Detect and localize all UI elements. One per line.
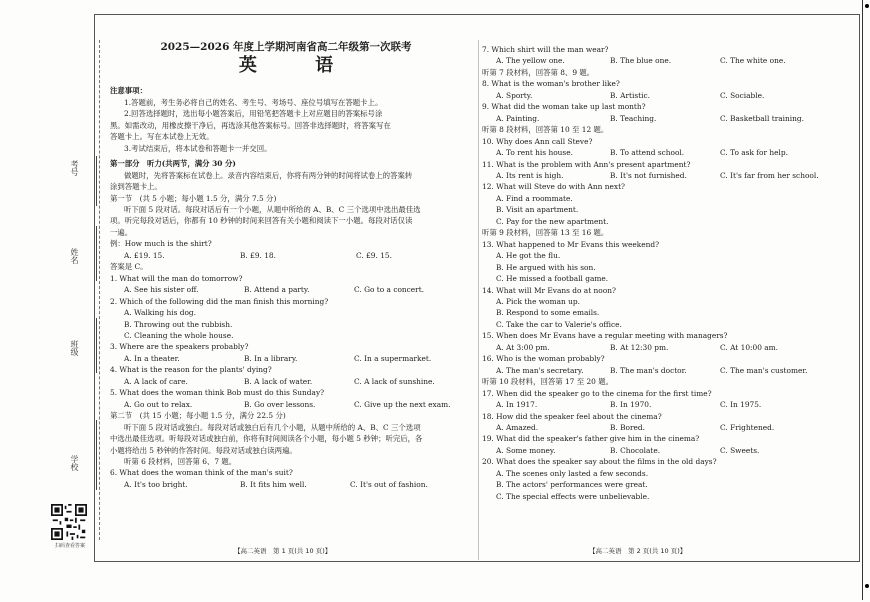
- option[interactable]: B. Throwing out the rubbish.: [124, 319, 233, 329]
- side-label-school: 学校: [70, 455, 79, 471]
- option[interactable]: A. Pick the woman up.: [496, 296, 580, 306]
- example-question: 例：How much is the shirt?: [110, 239, 212, 249]
- notes-line: 3.考试结束后，将本试卷和答题卡一并交回。: [124, 143, 272, 153]
- option[interactable]: C. At 10:00 am.: [720, 342, 779, 352]
- option[interactable]: C. The special effects were unbelievable.: [496, 491, 650, 501]
- option[interactable]: B. To attend school.: [610, 148, 685, 158]
- part1-heading: 第一部分 听力(共两节，满分 30 分): [110, 159, 236, 169]
- section2-intro: 听第 6 段材料，回答第 6、7 题。: [124, 456, 237, 466]
- option[interactable]: A. Walking his dog.: [124, 308, 196, 318]
- option[interactable]: A. A lack of care.: [124, 376, 188, 386]
- example-option: C. £9. 15.: [356, 250, 392, 260]
- option[interactable]: A. To rent his house.: [496, 148, 573, 158]
- section1-intro: 听下面 5 段对话。每段对话后有一个小题，从题中所给的 A、B、C 三个选项中选出最佳选: [124, 204, 421, 214]
- example-answer: 答案是 C。: [110, 262, 148, 272]
- left-column: [110, 42, 462, 490]
- question: 5. What does the woman think Bob must do this Sunday?: [110, 388, 325, 398]
- option[interactable]: A. See his sister off.: [124, 285, 199, 295]
- question: 7. Which shirt will the man wear?: [482, 45, 609, 54]
- option[interactable]: C. Cleaning the whole house.: [124, 330, 234, 340]
- option[interactable]: C. Sociable.: [720, 90, 765, 100]
- question-options: [482, 445, 854, 456]
- question: 12. What will Steve do with Ann next?: [482, 182, 625, 192]
- question: 13. What happened to Mr Evans this weekend?: [482, 239, 660, 249]
- section1-intro: 一遍。: [110, 227, 133, 237]
- option[interactable]: C. It's out of fashion.: [350, 479, 428, 489]
- option[interactable]: A. At 3:00 pm.: [496, 342, 550, 352]
- notes-line: 2.回答选择题时，选出每小题答案后，用铅笔把答题卡上对应题目的答案标号涂: [124, 109, 383, 119]
- option[interactable]: B. Respond to some emails.: [496, 308, 600, 318]
- option[interactable]: B. Artistic.: [610, 90, 650, 100]
- option[interactable]: B. Attend a party.: [244, 285, 310, 295]
- option[interactable]: C. A lack of sunshine.: [354, 376, 435, 386]
- option[interactable]: C. Basketball training.: [720, 113, 804, 123]
- notes-line: 答题卡上。写在本试卷上无效。: [110, 132, 214, 142]
- example-option: A. £19. 15.: [124, 250, 165, 260]
- option[interactable]: A. Amazed.: [496, 422, 539, 432]
- option[interactable]: C. Sweets.: [720, 445, 760, 455]
- question: 2. Which of the following did the man finish this morning?: [110, 296, 329, 306]
- option[interactable]: B. In a library.: [244, 353, 298, 363]
- notes-line: 1.答题前，考生务必将自己的姓名、考生号、考场号、座位号填写在答题卡上。: [124, 97, 383, 107]
- option[interactable]: A. Some money.: [496, 445, 556, 455]
- option[interactable]: B. Teaching.: [610, 113, 657, 123]
- question-options: [482, 365, 854, 376]
- side-fill-line: [96, 318, 97, 373]
- option[interactable]: B. Bored.: [610, 422, 645, 432]
- listening-material-note: 听第 10 段材料，回答第 17 至 20 题。: [482, 377, 613, 387]
- side-fill-line: [96, 420, 97, 490]
- question-options: [110, 399, 462, 410]
- question: 10. Why does Ann call Steve?: [482, 136, 593, 146]
- option[interactable]: C. In a supermarket.: [354, 353, 432, 363]
- option[interactable]: A. The yellow one.: [496, 56, 565, 66]
- page-footer-right: 【高二英语 第 2 页(共 10 页)】: [589, 547, 687, 555]
- example-option: B. £9. 18.: [240, 250, 276, 260]
- option[interactable]: A. Go out to relax.: [124, 399, 193, 409]
- example-options: [110, 250, 462, 261]
- question-options: [482, 422, 854, 433]
- question-options: [482, 113, 854, 124]
- option[interactable]: A. Find a roommate.: [496, 193, 573, 203]
- question-options: [482, 55, 854, 66]
- exam-title: 2025—2026 年度上学期河南省高二年级第一次联考: [160, 41, 412, 53]
- option[interactable]: A. The man's secretary.: [496, 365, 584, 375]
- option[interactable]: B. The actors' performances were great.: [496, 480, 648, 490]
- question-options: [482, 90, 854, 101]
- question-options: [110, 284, 462, 295]
- option[interactable]: A. Painting.: [496, 113, 540, 123]
- question: 20. What does the speaker say about the films in the old days?: [482, 457, 717, 467]
- side-fill-line: [96, 226, 97, 281]
- question-options: [482, 170, 854, 181]
- option[interactable]: C. In 1975.: [720, 400, 762, 410]
- part1-intro: 涂到答题卡上。: [110, 182, 162, 192]
- option[interactable]: B. At 12:30 pm.: [610, 342, 669, 352]
- question: 14. What will Mr Evans do at noon?: [482, 285, 616, 295]
- center-fold-line: [478, 40, 479, 560]
- option[interactable]: B. Chocolate.: [610, 445, 661, 455]
- section1-heading: 第一节 (共 5 小题；每小题 1.5 分，满分 7.5 分): [110, 193, 277, 203]
- option[interactable]: A. Sporty.: [496, 90, 533, 100]
- question: 8. What is the woman's brother like?: [482, 79, 620, 89]
- option[interactable]: C. It's far from her school.: [720, 170, 819, 180]
- option[interactable]: C. Pay for the new apartment.: [496, 216, 609, 226]
- question: 11. What is the problem with Ann's present apartment?: [482, 159, 691, 169]
- edge-dot: [865, 4, 869, 8]
- option[interactable]: A. It's too bright.: [124, 479, 188, 489]
- qr-code[interactable]: [51, 504, 87, 540]
- option[interactable]: B. Go over lessons.: [244, 399, 316, 409]
- question: 18. How did the speaker feel about the cinema?: [482, 411, 662, 421]
- left-questions: [110, 273, 462, 410]
- option[interactable]: C. The white one.: [720, 56, 786, 66]
- question: 3. Where are the speakers probably?: [110, 342, 249, 352]
- option[interactable]: B. It fits him well.: [240, 479, 307, 489]
- question-options: [482, 399, 854, 410]
- subject-title: 英 语: [238, 55, 360, 77]
- section1-intro: 项。听完每段对话后，你都有 10 秒钟的时间来回答有关小题和阅读下一小题。每段对话仅读: [110, 216, 413, 226]
- option[interactable]: A. Its rent is high.: [496, 170, 564, 180]
- side-label-name: 姓名: [70, 248, 79, 264]
- question-options: [110, 376, 462, 387]
- question: 17. When did the speaker go to the cinema for the first time?: [482, 388, 712, 398]
- question: 19. What did the speaker's father give him in the cinema?: [482, 434, 700, 444]
- option[interactable]: B. It's not furnished.: [610, 170, 687, 180]
- side-label-exam-number: 考号: [70, 160, 79, 176]
- question: 1. What will the man do tomorrow?: [110, 273, 243, 283]
- option[interactable]: B. In 1970.: [610, 400, 652, 410]
- option[interactable]: C. The man's customer.: [720, 365, 808, 375]
- right-column: [482, 44, 854, 502]
- option[interactable]: B. The man's doctor.: [610, 365, 687, 375]
- option[interactable]: A. In a theater.: [124, 353, 180, 363]
- option[interactable]: B. He argued with his son.: [496, 262, 596, 272]
- question: 15. When does Mr Evans have a regular meeting with managers?: [482, 331, 728, 341]
- option[interactable]: A. The scenes only lasted a few seconds.: [496, 468, 649, 478]
- question-options: [482, 342, 854, 353]
- listening-material-note: 听第 7 段材料，回答第 8、9 题。: [482, 67, 595, 77]
- option[interactable]: C. Frightened.: [720, 422, 775, 432]
- option[interactable]: B. A lack of water.: [244, 376, 313, 386]
- option[interactable]: C. To ask for help.: [720, 148, 788, 158]
- option[interactable]: C. He missed a football game.: [496, 274, 609, 284]
- option[interactable]: A. In 1917.: [496, 400, 538, 410]
- edge-dot: [865, 584, 869, 588]
- part1-intro: 做题时，先将答案标在试卷上。录音内容结束后，你将有两分钟的时间将试卷上的答案转: [124, 170, 413, 180]
- question: 16. Who is the woman probably?: [482, 354, 605, 364]
- section2-heading: 第二节 (共 15 小题；每小题 1.5 分，满分 22.5 分): [110, 411, 286, 421]
- page-footer-left: 【高二英语 第 1 页(共 10 页)】: [234, 547, 332, 555]
- listening-material-note: 听第 9 段材料，回答第 13 至 16 题。: [482, 228, 609, 238]
- question: 9. What did the woman take up last month?: [482, 102, 646, 112]
- side-label-class: 班级: [70, 340, 79, 356]
- section2-intro: 小题将给出 5 秒钟的作答时间。每段对话或独白读两遍。: [110, 445, 297, 455]
- option[interactable]: C. Go to a concert.: [354, 285, 425, 295]
- right-edge-line: [862, 0, 863, 600]
- option[interactable]: A. He got the flu.: [496, 251, 561, 261]
- option[interactable]: B. The blue one.: [610, 56, 672, 66]
- question: 4. What is the reason for the plants' dying?: [110, 365, 272, 375]
- question-options: [110, 479, 462, 490]
- question-options: [482, 147, 854, 158]
- notes-line: 黑。如需改动，用橡皮擦干净后，再选涂其他答案标号。回答非选择题时，将答案写在: [110, 120, 391, 130]
- binding-dashed-line: [99, 40, 100, 540]
- section2-intro: 听下面 5 段对话或独白。每段对话或独白后有几个小题，从题中所给的 A、B、C 三个选项: [124, 422, 421, 432]
- option[interactable]: B. Visit an apartment.: [496, 205, 579, 215]
- qr-caption: 扫码查看答案: [54, 543, 85, 549]
- listening-material-note: 听第 8 段材料，回答第 10 至 12 题。: [482, 125, 609, 135]
- option[interactable]: C. Take the car to Valerie's office.: [496, 319, 622, 329]
- section2-intro: 中选出最佳选项。听每段对话或独白前，你将有时间阅读各个小题，每小题 5 秒钟；听完后，各: [110, 434, 423, 444]
- option[interactable]: C. Give up the next exam.: [354, 399, 451, 409]
- notes-heading: 注意事项：: [110, 86, 147, 96]
- question-options: [110, 353, 462, 364]
- question: 6. What does the woman think of the man's suit?: [110, 468, 293, 478]
- side-fill-line: [96, 156, 97, 206]
